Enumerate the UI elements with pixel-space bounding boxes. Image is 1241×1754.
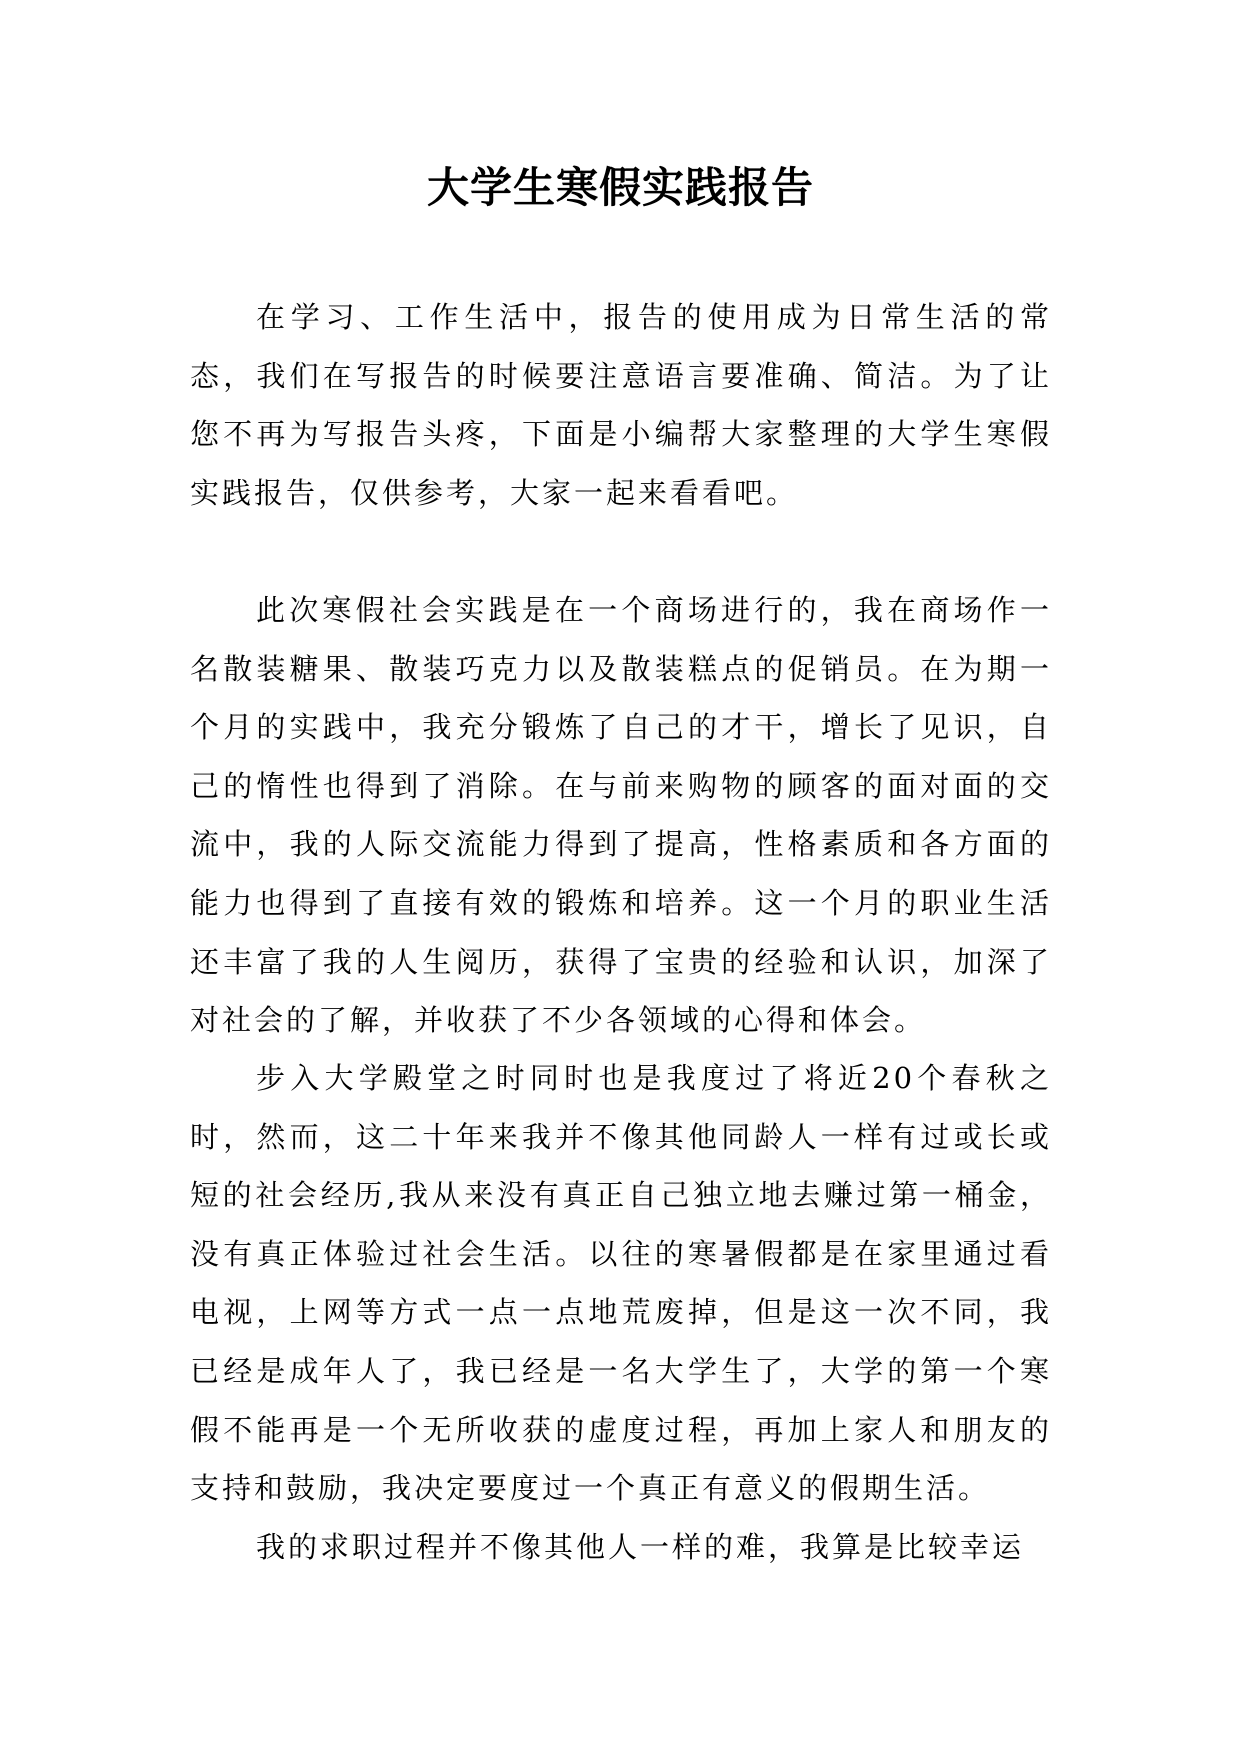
body-paragraph-3: 我的求职过程并不像其他人一样的难，我算是比较幸运: [256, 1530, 1025, 1564]
body-paragraph-1: 此次寒假社会实践是在一个商场进行的，我在商场作一名散装糖果、散装巧克力以及散装糕点的促销员。在为期一个月的实践中，我充分锻炼了自己的才干，增长了见识，自己的惰性也得到了消除。在与前来购物的顾客的面对面的交流中，我的人际交流能力得到了提高，性格素质和各方面的能力也得到了直接有效的锻炼和培养。这一个月的职业生活还丰富了我的人生阅历，获得了宝贵的经验和认识，加深了对社会的了解，并收获了不少各领域的心得和体会。: [190, 593, 1052, 1038]
document-title: 大学生寒假实践报告: [426, 163, 814, 212]
intro-paragraph: 在学习、工作生活中，报告的使用成为日常生活的常态，我们在写报告的时候要注意语言要准确、简洁。为了让您不再为写报告头疼，下面是小编帮大家整理的大学生寒假实践报告，仅供参考，大家一起来看看吧。: [190, 300, 1052, 510]
body-paragraph-2: 步入大学殿堂之时同时也是我度过了将近20个春秋之时，然而，这二十年来我并不像其他同龄人一样有过或长或短的社会经历,我从来没有真正自己独立地去赚过第一桶金，没有真正体验过社会生活。以往的寒暑假都是在家里通过看电视，上网等方式一点一点地荒废掉，但是这一次不同，我已经是成年人了，我已经是一名大学生了，大学的第一个寒假不能再是一个无所收获的虚度过程，再加上家人和朋友的支持和鼓励，我决定要度过一个真正有意义的假期生活。: [190, 1061, 1052, 1506]
